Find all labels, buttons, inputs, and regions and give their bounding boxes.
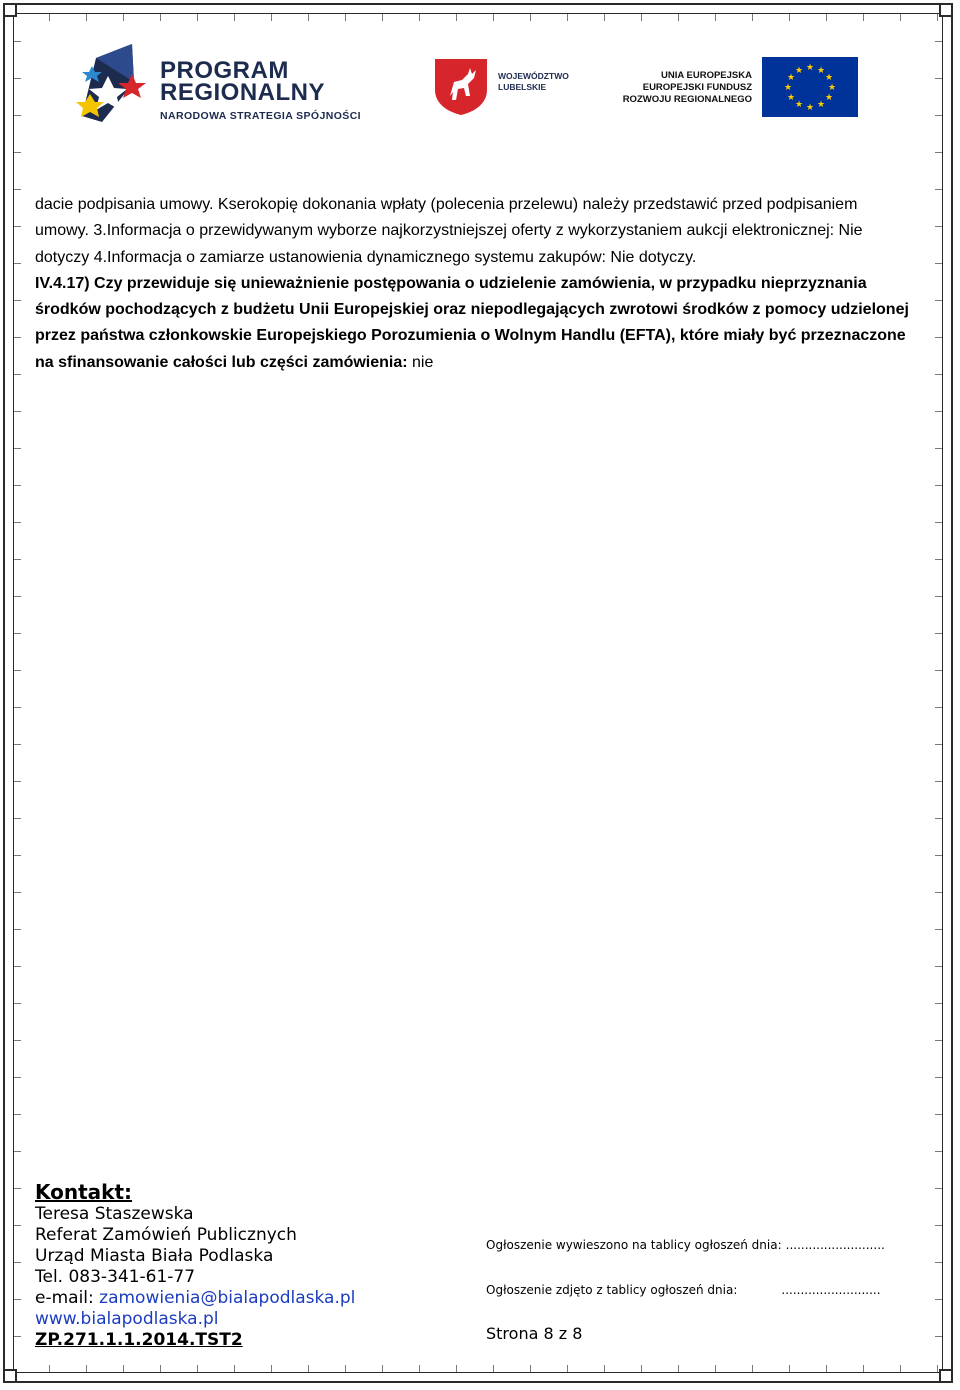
eu-line2: EUROPEJSKI FUNDUSZ bbox=[642, 82, 752, 93]
program-title-line2: REGIONALNY bbox=[160, 79, 326, 106]
border-corner bbox=[3, 3, 17, 17]
region-line2: LUBELSKIE bbox=[498, 82, 547, 92]
svg-text:★: ★ bbox=[827, 83, 837, 93]
eu-fund-wordmark bbox=[618, 70, 752, 106]
contact-office: Urząd Miasta Biała Podlaska bbox=[35, 1246, 274, 1266]
program-regionalny-emblem-icon bbox=[72, 38, 158, 124]
page-number: Strona 8 z 8 bbox=[486, 1324, 583, 1343]
svg-text:★: ★ bbox=[786, 93, 796, 103]
svg-text:★: ★ bbox=[783, 83, 793, 93]
svg-text:★: ★ bbox=[824, 73, 834, 83]
eu-flag-logo bbox=[762, 57, 858, 122]
border-corner bbox=[939, 1369, 953, 1383]
website-link[interactable]: www.bialapodlaska.pl bbox=[35, 1309, 219, 1329]
eu-flag-icon bbox=[762, 57, 858, 117]
removed-dots: .......................... bbox=[781, 1283, 881, 1297]
program-regionalny-wordmark bbox=[160, 57, 361, 122]
program-regionalny-logo bbox=[72, 38, 158, 124]
contact-block bbox=[35, 1180, 355, 1351]
svg-text:★: ★ bbox=[816, 100, 826, 110]
svg-text:★: ★ bbox=[824, 93, 834, 103]
contact-name: Teresa Staszewska bbox=[35, 1204, 194, 1224]
question-text: IV.4.17) Czy przewiduje się unieważnienie postępowania o udzielenie zamówienia, w przypadku nieprzyznania środków pochodzących z budżetu Unii Europejskiej oraz niepodlegających zwrotowi środków z pomocy udzielonej przez państwa członkowskie Europejskiego Porozumienia o Wolnym Handlu (EFTA), które miały być przeznaczone na sfinansowanie całości lub części zamówienia: bbox=[35, 274, 909, 371]
posted-label: Ogłoszenie wywieszono na tablicy ogłoszeń dnia: bbox=[486, 1238, 782, 1252]
lubelskie-wordmark bbox=[498, 71, 569, 93]
posted-notice bbox=[486, 1238, 885, 1252]
eu-line3: ROZWOJU REGIONALNEGO bbox=[622, 94, 752, 105]
removed-notice bbox=[486, 1283, 881, 1297]
contact-heading: Kontakt: bbox=[35, 1180, 133, 1204]
posted-dots: .......................... bbox=[785, 1238, 885, 1252]
region-line1: WOJEWÓDZTWO bbox=[498, 71, 569, 81]
removed-label: Ogłoszenie zdjęto z tablicy ogłoszeń dnia: bbox=[486, 1283, 738, 1297]
email-link[interactable]: zamowienia@bialapodlaska.pl bbox=[99, 1288, 356, 1308]
svg-text:★: ★ bbox=[794, 100, 804, 110]
contact-department: Referat Zamówień Publicznych bbox=[35, 1225, 297, 1245]
paragraph-question bbox=[35, 271, 915, 376]
question-answer: nie bbox=[407, 353, 434, 371]
lubelskie-crest-logo bbox=[432, 56, 490, 121]
program-subtitle: NARODOWA STRATEGIA SPÓJNOŚCI bbox=[160, 110, 361, 122]
document-body bbox=[35, 192, 915, 376]
contact-phone: Tel. 083-341-61-77 bbox=[35, 1267, 196, 1287]
program-title-line1: PROGRAM bbox=[160, 57, 289, 84]
eu-line1: UNIA EUROPEJSKA bbox=[661, 70, 752, 81]
border-corner bbox=[3, 1369, 17, 1383]
email-label: e-mail: bbox=[35, 1288, 100, 1308]
svg-text:★: ★ bbox=[816, 66, 826, 76]
reference-number: ZP.271.1.1.2014.TST2 bbox=[35, 1330, 243, 1350]
paragraph-continuation: dacie podpisania umowy. Kserokopię dokonania wpłaty (polecenia przelewu) należy przedstawić przed podpisaniem umowy. 3.Informacja o przewidywanym wyborze najkorzystniejszej oferty z wykorzystaniem aukcji elektronicznej: Nie dotyczy 4.Informacja o zamiarze ustanowienia dynamicznego systemu zakupów: Nie dotyczy. bbox=[35, 196, 863, 266]
svg-text:★: ★ bbox=[805, 63, 815, 73]
contact-email-line bbox=[35, 1288, 355, 1309]
deer-crest-icon bbox=[432, 56, 490, 116]
svg-text:★: ★ bbox=[786, 73, 796, 83]
svg-text:★: ★ bbox=[805, 103, 815, 113]
svg-text:★: ★ bbox=[794, 66, 804, 76]
border-corner bbox=[939, 3, 953, 17]
